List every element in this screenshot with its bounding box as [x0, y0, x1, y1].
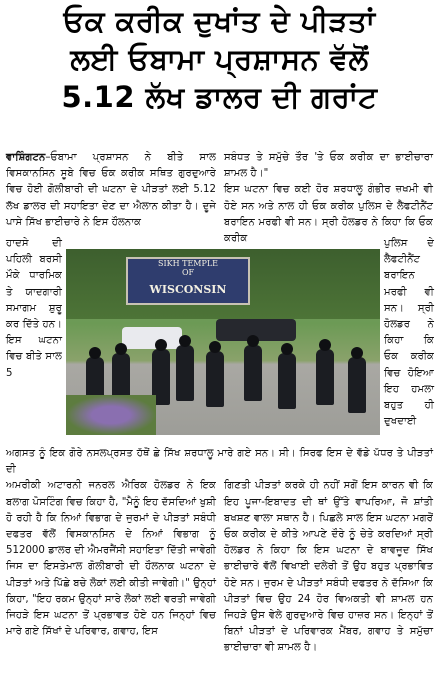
right-narrow-column: ਪੁਲਿਸ ਦੇ ਲੈਫਟੀਨੈਂਟ ਬਰਾਇਨ ਮਰਫੀ ਵੀ ਸਨ। ਸ੍ਰੀ ਹੋਲਡਰ ਨੇ ਕਿਹਾ ਕਿ ਓਕ ਕਰੀਕ ਵਿਚ ਹੋਇਆ ਇਹ ਹਮਲਾ ਬਹੁਤ ਹੀ ਦੁਖਦਾਈ — [384, 238, 434, 428]
officer — [206, 351, 224, 407]
temple-sign — [126, 257, 250, 305]
left-narrow-column: ਹਾਦਸੇ ਦੀ ਪਹਿਲੀ ਬਰਸੀ ਮੌਕੇ ਧਾਰਮਿਕ ਤੇ ਯਾਦਗਾਰੀ ਸਮਾਗਮ ਸ਼ੁਰੂ ਕਰ ਦਿੱਤੇ ਹਨ। ਇਸ ਘਟਨਾ ਵਿਚ ਬੀਤੇ ਸਾਲ 5 — [6, 238, 62, 379]
flower-bed — [66, 395, 156, 435]
officer — [176, 345, 194, 401]
officer — [348, 357, 366, 413]
left-column — [6, 150, 216, 231]
sign-line-1: SIKH TEMPLE — [157, 259, 219, 268]
bottom-columns — [6, 478, 433, 656]
dateline: ਵਾਸ਼ਿੰਗਟਨ — [6, 152, 46, 163]
right-column — [224, 150, 433, 247]
left-paragraph-1 — [6, 150, 216, 231]
left-paragraph-1-text: –ਓਬਾਮਾ ਪ੍ਰਸ਼ਾਸਨ ਨੇ ਬੀਤੇ ਸਾਲ ਵਿਸਕਾਨਸਿਨ ਸੂਬੇ ਵਿਚ ਓਕ ਕਰੀਕ ਸਥਿਤ ਗੁਰਦੁਆਰੇ ਵਿਚ ਹੋਈ ਗੋਲੀਬਾਰੀ ਦੀ ਘਟਨਾ ਦੇ ਪੀੜਤਾਂ ਲਈ 5.12 ਲੱਖ ਡਾਲਰ ਦੀ ਸਹਾਇਤਾ ਦੇਣ ਦਾ ਐਲਾਨ ਕੀਤਾ ਹੈ। ਦੂਜੇ ਪਾਸੇ ਸਿੱਖ ਭਾਈਚਾਰੇ ਨੇ ਇਸ ਹੌਲਨਾਕ — [6, 152, 216, 228]
right-paragraph-2: ਇਸ ਘਟਨਾ ਵਿਚ ਕਈ ਹੋਰ ਸ਼ਰਧਾਲੂ ਗੰਭੀਰ ਜ਼ਖਮੀ ਵੀ ਹੋਏ ਸਨ ਅਤੇ ਨਾਲ ਹੀ ਓਕ ਕਰੀਕ ਪੁਲਿਸ ਦੇ ਲੈਫਟੀਨੈਂਟ ਬਰਾਇਨ ਮਰਫੀ ਵੀ ਸਨ। ਸ੍ਰੀ ਹੋਲਡਰ ਨੇ ਕਿਹਾ ਕਿ ਓਕ ਕਰੀਕ — [224, 184, 433, 245]
headline-line-1: ਓਕ ਕਰੀਕ ਦੁਖਾਂਤ ਦੇ ਪੀੜਤਾਂ — [63, 4, 376, 38]
headline-line-3: 5.12 ਲੱਖ ਡਾਲਰ ਦੀ ਗਰਾਂਟ — [61, 80, 378, 114]
headline — [0, 2, 439, 116]
sign-line-2: OF — [181, 268, 195, 277]
news-photo — [66, 249, 380, 435]
officer — [244, 345, 262, 401]
right-paragraph-1: ਸਬੰਧਤ ਤੇ ਸਮੁੱਚੇ ਤੌਰ 'ਤੇ ਓਕ ਕਰੀਕ ਦਾ ਭਾਈਚਾਰਾ ਸ਼ਾਮਲ ਹੈ।" — [224, 152, 433, 180]
bottom-paragraph-3: ਗਿਣਤੀ ਪੀੜਤਾਂ ਕਰਕੇ ਹੀ ਨਹੀਂ ਸਗੋਂ ਇਸ ਕਾਰਨ ਵੀ ਕਿ ਇਹ ਪੂਜਾ-ਇਬਾਦਤ ਦੀ ਥਾਂ ਉੱਤੇ ਵਾਪਰਿਆ, ਜੋ ਸ਼ਾਂਤੀ ਬਖਸ਼ਣ ਵਾਲਾ ਸਥਾਨ ਹੈ। ਪਿਛਲੇ ਸਾਲ ਇਸ ਘਟਨਾ ਮਗਰੋਂ ਓਕ ਕਰੀਕ ਦੇ ਕੀਤੇ ਆਪਣੇ ਦੌਰੇ ਨੂੰ ਚੇਤੇ ਕਰਦਿਆਂ ਸ੍ਰੀ ਹੋਲਡਰ ਨੇ ਕਿਹਾ ਕਿ ਇਸ ਘਟਨਾ ਦੇ ਬਾਵਜੂਦ ਸਿੱਖ ਭਾਈਚਾਰੇ ਵੱਲੋਂ ਵਿਖਾਈ ਦਲੇਰੀ ਤੋਂ ਉਹ ਬਹੁਤ ਪ੍ਰਭਾਵਿਤ ਹੋਏ ਸਨ। ਜੁਰਮ ਦੇ ਪੀੜਤਾਂ ਸਬੰਧੀ ਦਫਤਰ ਨੇ ਦੱਸਿਆ ਕਿ ਪੀੜਤਾਂ ਵਿਚ ਉਹ 24 ਹੋਰ ਵਿਅਕਤੀ ਵੀ ਸ਼ਾਮਲ ਹਨ ਜਿਹੜੇ ਉਸ ਵੇਲੇ ਗੁਰਦੁਆਰੇ ਵਿਚ ਹਾਜ਼ਰ ਸਨ। ਇਨ੍ਹਾਂ ਤੋਂ ਬਿਨਾਂ ਪੀੜਤਾਂ ਦੇ ਪਰਿਵਾਰਕ ਮੈਂਬਰ, ਗਵਾਹ ਤੇ ਸਮੁੱਚਾ ਭਾਈਚਾਰਾ ਵੀ ਸ਼ਾਮਲ ਹੈ। — [224, 480, 433, 654]
police-car — [122, 327, 182, 349]
officer — [278, 353, 296, 409]
officer — [316, 349, 334, 405]
bottom-text — [6, 446, 433, 657]
bottom-paragraph-2: ਅਮਰੀਕੀ ਅਟਾਰਨੀ ਜਨਰਲ ਐਰਿਕ ਹੋਲਡਰ ਨੇ ਇਕ ਬਲਾਗ ਪੋਸਟਿੰਗ ਵਿਚ ਕਿਹਾ ਹੈ, "ਮੈਨੂੰ ਇਹ ਦੱਸਦਿਆਂ ਖੁਸ਼ੀ ਹੋ ਰਹੀ ਹੈ ਕਿ ਨਿਆਂ ਵਿਭਾਗ ਦੇ ਜੁਰਮਾਂ ਦੇ ਪੀੜਤਾਂ ਸਬੰਧੀ ਦਫਤਰ ਵੱਲੋਂ ਵਿਸਕਾਨਸਿਨ ਦੇ ਨਿਆਂ ਵਿਭਾਗ ਨੂੰ 512000 ਡਾਲਰ ਦੀ ਐਮਰਜੈਂਸੀ ਸਹਾਇਤਾ ਦਿੱਤੀ ਜਾਵੇਗੀ ਜਿਸ ਦਾ ਇਸਤੇਮਾਲ ਗੋਲੀਬਾਰੀ ਦੀ ਹੌਲਨਾਕ ਘਟਨਾ ਦੇ ਪੀੜਤਾਂ ਅਤੇ ਪਿੱਛੇ ਬਚੇ ਲੋਕਾਂ ਲਈ ਕੀਤੀ ਜਾਵੇਗੀ।" ਉਨ੍ਹਾਂ ਕਿਹਾ, "ਇਹ ਰਕਮ ਉਨ੍ਹਾਂ ਸਾਰੇ ਲੋਕਾਂ ਲਈ ਵਰਤੀ ਜਾਵੇਗੀ ਜਿਹੜੇ ਇਸ ਘਟਨਾ ਤੋਂ ਪ੍ਰਭਾਵਤ ਹੋਏ ਹਨ ਜਿਨ੍ਹਾਂ ਵਿਚ ਮਾਰੇ ਗਏ ਸਿੱਖਾਂ ਦੇ ਪਰਿਵਾਰ, ਗਵਾਹ, ਇਸ — [6, 480, 216, 638]
headline-line-2: ਲਈ ਓਬਾਮਾ ਪ੍ਰਸ਼ਾਸਨ ਵੱਲੋਂ — [70, 42, 369, 76]
sign-line-3: WISCONSIN — [149, 283, 227, 296]
bottom-paragraph-1: ਅਗਸਤ ਨੂੰ ਇਕ ਗੋਰੇ ਨਸਲਪ੍ਰਸਤ ਹੱਥੋਂ ਛੇ ਸਿੱਖ ਸ਼ਰਧਾਲੂ ਮਾਰੇ ਗਏ ਸਨ। ਸੀ। ਸਿਰਫ ਇਸ ਦੇ ਵੱਡੇ ਪੱਧਰ ਤੇ ਪੀੜਤਾਂ ਦੀ — [6, 448, 433, 476]
